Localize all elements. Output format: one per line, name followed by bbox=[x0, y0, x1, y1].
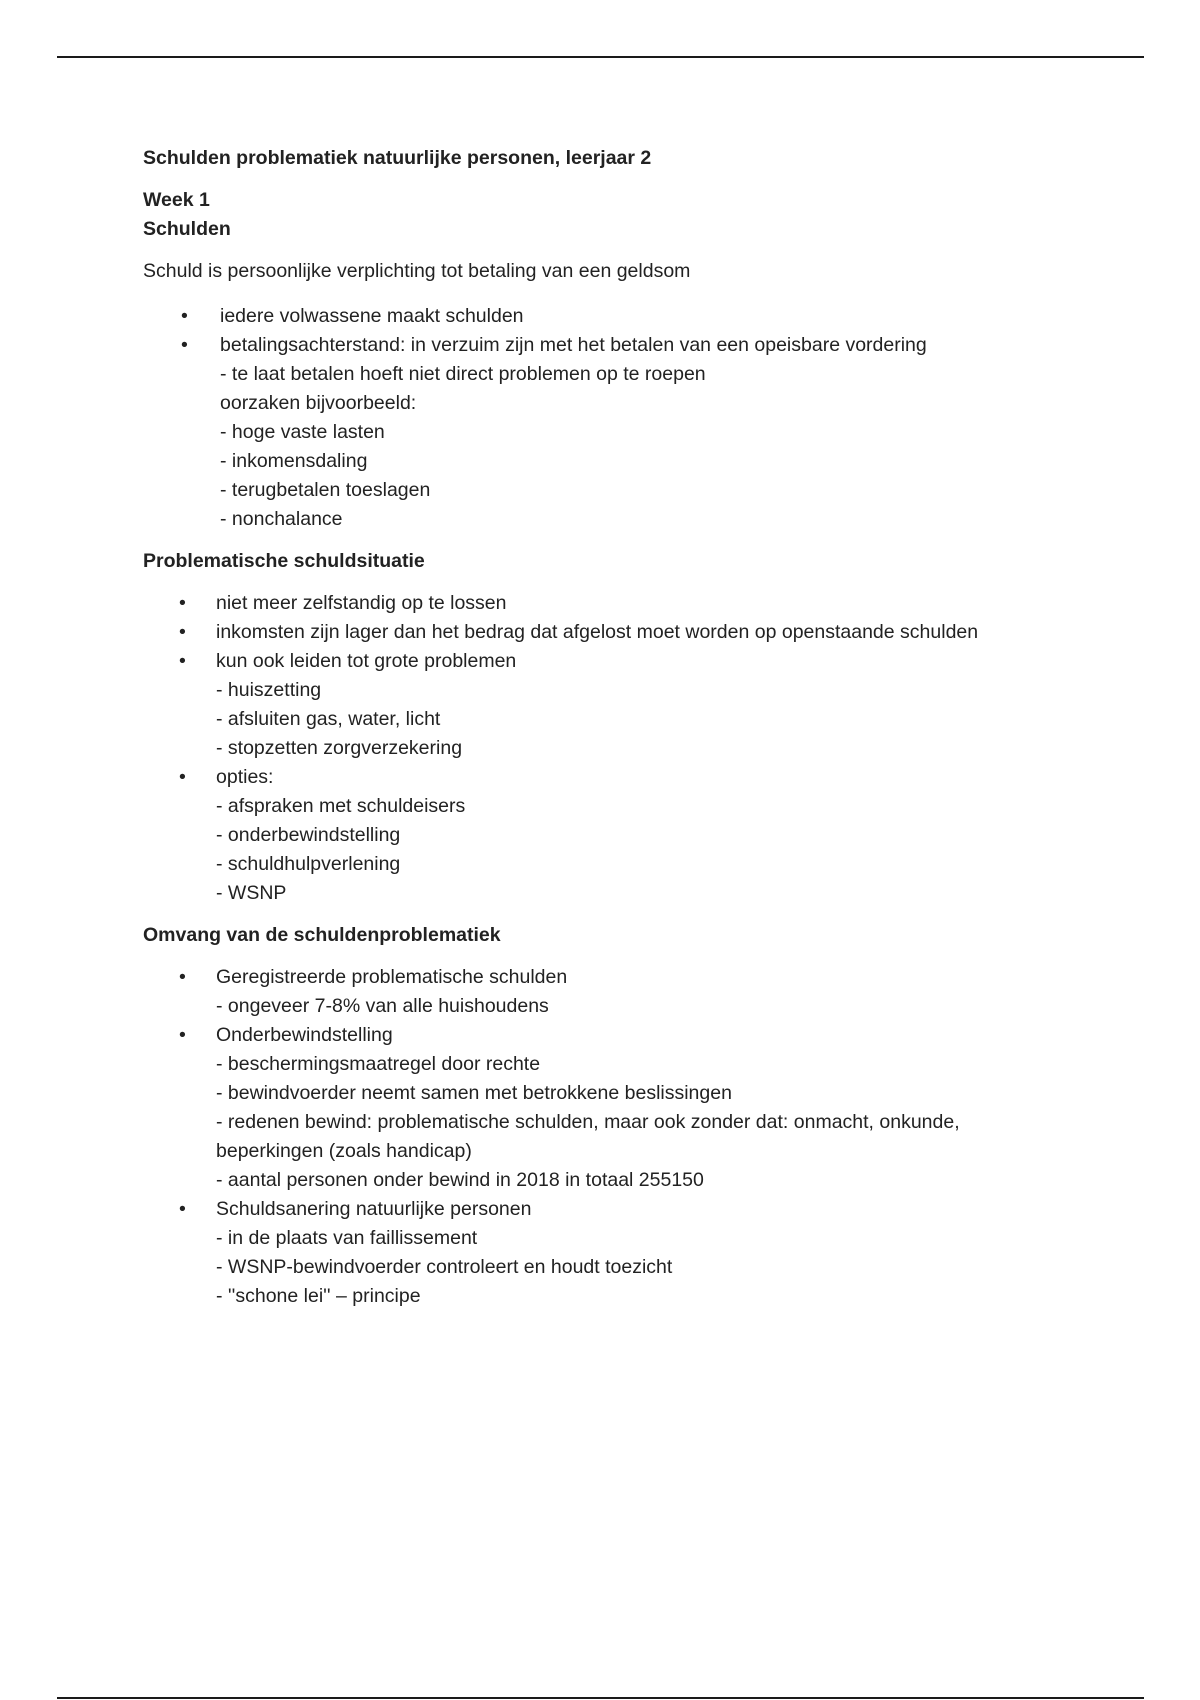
list-item bbox=[143, 763, 1043, 908]
list-sub-item: - te laat betalen hoeft niet direct problemen op te roepen bbox=[220, 363, 706, 385]
bullet-icon: • bbox=[179, 1024, 186, 1046]
list-sub-item: - ''schone lei'' – principe bbox=[216, 1285, 421, 1307]
list-item bbox=[143, 302, 1043, 331]
list-item-text: iedere volwassene maakt schulden bbox=[220, 305, 524, 327]
list-sub-item: - onderbewindstelling bbox=[216, 824, 401, 846]
list-item-text: opties: bbox=[216, 766, 274, 788]
list-sub-item: - hoge vaste lasten bbox=[220, 421, 385, 443]
bullet-list-problematische-schuldsituatie bbox=[143, 589, 1043, 908]
footer-rule bbox=[57, 1697, 1144, 1699]
bullet-icon: • bbox=[179, 592, 186, 614]
list-sub-item: - nonchalance bbox=[220, 508, 343, 530]
section-heading-schulden: Schulden bbox=[143, 218, 231, 240]
list-item-text: Schuldsanering natuurlijke personen bbox=[216, 1198, 532, 1220]
list-sub-item: - WSNP-bewindvoerder controleert en houdt toezicht bbox=[216, 1256, 673, 1278]
intro-paragraph: Schuld is persoonlijke verplichting tot betaling van een geldsom bbox=[143, 260, 691, 282]
list-item-text: niet meer zelfstandig op te lossen bbox=[216, 592, 507, 614]
list-item-text: kun ook leiden tot grote problemen bbox=[216, 650, 517, 672]
bullet-icon: • bbox=[181, 305, 188, 327]
list-item-text: Geregistreerde problematische schulden bbox=[216, 966, 568, 988]
bullet-icon: • bbox=[179, 966, 186, 988]
bullet-icon: • bbox=[179, 766, 186, 788]
list-item bbox=[143, 963, 1043, 1021]
list-item bbox=[143, 1195, 1043, 1311]
bullet-icon: • bbox=[181, 334, 188, 356]
list-sub-item: - ongeveer 7-8% van alle huishoudens bbox=[216, 995, 549, 1017]
list-sub-item: - aantal personen onder bewind in 2018 in totaal 255150 bbox=[216, 1169, 704, 1191]
list-item bbox=[143, 1021, 1043, 1195]
list-item-text: Onderbewindstelling bbox=[216, 1024, 393, 1046]
list-item bbox=[143, 589, 1043, 618]
list-sub-item: - redenen bewind: problematische schulden, maar ook zonder dat: onmacht, onkunde, beperkingen (zoals handicap) bbox=[216, 1111, 960, 1162]
list-item bbox=[143, 647, 1043, 763]
section-heading-omvang: Omvang van de schuldenproblematiek bbox=[143, 924, 501, 946]
header-rule bbox=[57, 56, 1144, 58]
list-item-text: betalingsachterstand: in verzuim zijn met het betalen van een opeisbare vordering bbox=[220, 334, 927, 356]
list-sub-item: - stopzetten zorgverzekering bbox=[216, 737, 463, 759]
list-sub-item: - in de plaats van faillissement bbox=[216, 1227, 478, 1249]
document-body bbox=[143, 144, 1043, 1311]
list-sub-item: oorzaken bijvoorbeeld: bbox=[220, 392, 417, 414]
document-title: Schulden problematiek natuurlijke personen, leerjaar 2 bbox=[143, 147, 652, 169]
bullet-list-omvang bbox=[143, 963, 1043, 1311]
list-sub-item: - schuldhulpverlening bbox=[216, 853, 401, 875]
list-sub-item: - huiszetting bbox=[216, 679, 322, 701]
list-sub-item: - afspraken met schuldeisers bbox=[216, 795, 466, 817]
list-sub-item: - bewindvoerder neemt samen met betrokkene beslissingen bbox=[216, 1082, 732, 1104]
list-item-text: inkomsten zijn lager dan het bedrag dat afgelost moet worden op openstaande schulden bbox=[216, 621, 979, 643]
list-item bbox=[143, 331, 1043, 534]
bullet-icon: • bbox=[179, 621, 186, 643]
list-sub-item: - inkomensdaling bbox=[220, 450, 368, 472]
bullet-icon: • bbox=[179, 650, 186, 672]
bullet-icon: • bbox=[179, 1198, 186, 1220]
list-sub-item: - beschermingsmaatregel door rechte bbox=[216, 1053, 541, 1075]
list-sub-item: - terugbetalen toeslagen bbox=[220, 479, 431, 501]
section-heading-problematische-schuldsituatie: Problematische schuldsituatie bbox=[143, 550, 425, 572]
list-sub-item: - WSNP bbox=[216, 882, 287, 904]
list-item bbox=[143, 618, 1043, 647]
bullet-list-schulden bbox=[143, 302, 1043, 534]
week-heading: Week 1 bbox=[143, 189, 210, 211]
list-sub-item: - afsluiten gas, water, licht bbox=[216, 708, 441, 730]
